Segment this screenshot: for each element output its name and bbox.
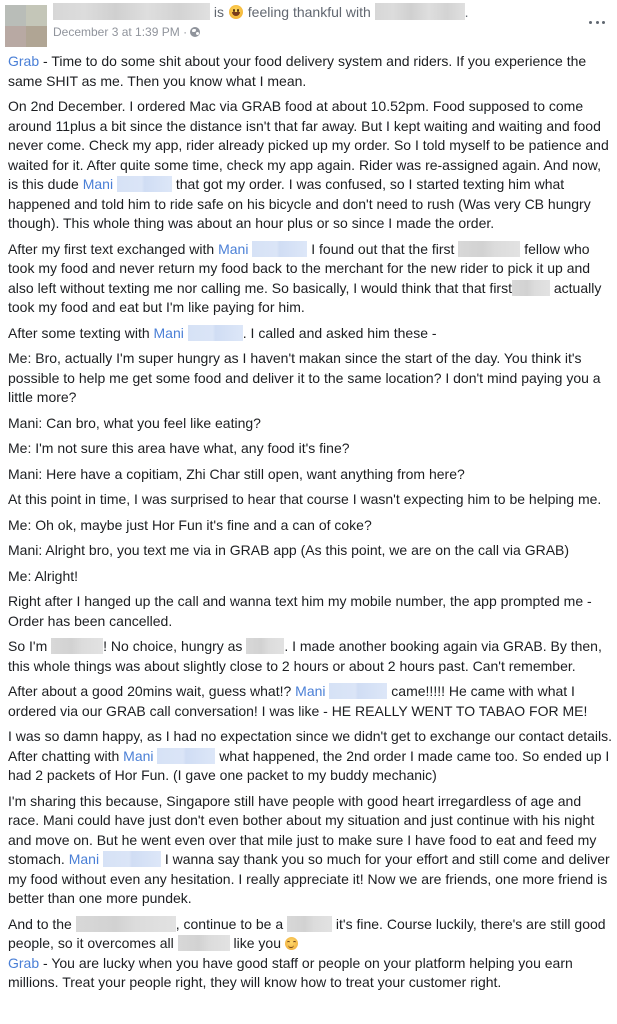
paragraph-8: Mani: Here have a copitiam, Zhi Char still open, want anything from here? (8, 465, 465, 482)
paragraph-14: So I'm ! No choice, hungry as . I made another booking again via GRAB. By then, this whole things was about slightly close to 2 hours or about 2 hours past. Can't remember. (8, 638, 602, 674)
more-options-button[interactable] (589, 18, 605, 26)
mani-profile-link[interactable]: Mani (123, 747, 154, 764)
paragraph-4: After some texting with Mani . I called and asked him these - (8, 324, 437, 341)
smiling-face-icon (229, 5, 243, 19)
post-timestamp-row (53, 24, 200, 40)
redacted-word (51, 638, 103, 654)
paragraph-18: And to the , continue to be a it's fine. Course luckily, there's are still good people, so it overcomes all like you (8, 915, 606, 951)
mani-profile-link[interactable]: Mani (153, 324, 184, 341)
paragraph-7: Me: I'm not sure this area have what, any food it's fine? (8, 440, 350, 456)
smiling-face-icon (285, 937, 298, 950)
headline-end: . (464, 4, 469, 20)
paragraph-13: Right after I hanged up the call and wanna text him my mobile number, the app prompted me - Order has been cancelled. (8, 593, 592, 629)
paragraph-16: I was so damn happy, as I had no expectation since we didn't get to exchange our contact details. After chatting with Mani what happened, the 2nd order I made came too. So ended up I had 2 packets of Hor Fun. (I gave one packet to my buddy mechanic) (8, 728, 613, 783)
paragraph-9: At this point in time, I was surprised to hear that course I wasn't expecting him to be helping me. (8, 491, 602, 507)
paragraph-2: On 2nd December. I ordered Mac via GRAB food at about 10.52pm. Food supposed to come around 11plus a bit since the distance isn't that far away. But I kept waiting and waiting and food never come. Check my app, rider already picked up my order. So I told myself to be patience and waited for it. After quite some time, check my app again. Rider was re-assigned again. And now, is this dude Mani that got my order. I was confused, so I started texting him what happened and told him to ride safe on his bicycle and don't need to rush (Was very CB hungry though). This whole thing was about an hour plus or so since I made the order. (8, 98, 609, 231)
paragraph-15: After about a good 20mins wait, guess what!? Mani came!!!!! He came with what I ordered via our GRAB call conversation! I was like - HE REALLY WENT TO TABAO FOR ME! (8, 683, 588, 719)
mani-profile-link[interactable]: Mani (295, 683, 326, 699)
paragraph-1: Grab - Time to do some shit about your food delivery system and riders. If you experience the same SHIT as me. Then you know what I mean. (8, 53, 587, 89)
tagged-person-redacted[interactable] (375, 3, 465, 20)
redacted-surname[interactable] (117, 176, 172, 192)
feeling-text: feeling thankful with (247, 4, 371, 20)
redacted-surname[interactable] (252, 241, 307, 257)
post-timestamp[interactable]: December 3 at 1:39 PM (53, 25, 180, 39)
paragraph-10: Me: Oh ok, maybe just Hor Fun it's fine and a can of coke? (8, 516, 372, 533)
paragraph-17: I'm sharing this because, Singapore still have people with good heart irregardless of age and race. Mani could have just don't even bother about my situation and just continue with his night and move on. But he went even over that mile just to make sure I have food to eat and feed my stomach. Mani I wanna say thank you so much for your effort and still come and deliver my food without even any hesitation. I really appreciate it! Now we are friends, one more friend is better than one more pundek. (8, 792, 610, 906)
redacted-word (178, 935, 230, 951)
redacted-word (458, 241, 520, 257)
paragraph-6: Mani: Can bro, what you feel like eating? (8, 414, 261, 431)
redacted-word (246, 638, 284, 654)
redacted-surname[interactable] (188, 325, 243, 341)
redacted-word (512, 280, 550, 296)
mani-profile-link[interactable]: Mani (82, 176, 114, 192)
redacted-word (76, 916, 176, 932)
paragraph-19: Grab - You are lucky when you have good staff or people on your platform helping you earn millions. Treat your people right, they will know how to treat your customer right. (8, 954, 573, 990)
post-headline (53, 3, 469, 21)
globe-icon[interactable] (190, 27, 200, 37)
redacted-word (287, 916, 332, 932)
grab-page-link[interactable]: Grab (8, 53, 40, 69)
redacted-surname[interactable] (157, 748, 215, 764)
post-body (8, 52, 613, 999)
author-avatar[interactable] (5, 5, 47, 47)
paragraph-11: Mani: Alright bro, you text me via in GRAB app (As this point, we are on the call via GRAB) (8, 542, 570, 558)
author-name-redacted[interactable] (53, 3, 210, 20)
ellipsis-icon (589, 21, 592, 24)
headline-is: is (213, 4, 225, 20)
timestamp-separator: · (183, 25, 188, 39)
grab-page-link[interactable]: Grab (8, 954, 40, 971)
paragraph-12: Me: Alright! (8, 567, 79, 584)
paragraph-5: Me: Bro, actually I'm super hungry as I haven't makan since the start of the day. You think it's possible to help me get some food and deliver it to the same location? I don't mind paying you a little more? (8, 350, 601, 405)
post-header (0, 0, 617, 48)
mani-profile-link[interactable]: Mani (68, 851, 100, 867)
paragraph-3: After my first text exchanged with Mani I found out that the first fellow who took my food and never return my food back to the merchant for the new rider to pick it up and also left without texting me nor calling me. So basically, I would think that that first actually took my food and eat but I'm like paying for him. (8, 240, 602, 315)
redacted-surname[interactable] (103, 851, 161, 867)
mani-profile-link[interactable]: Mani (218, 240, 249, 257)
redacted-surname[interactable] (329, 683, 387, 699)
